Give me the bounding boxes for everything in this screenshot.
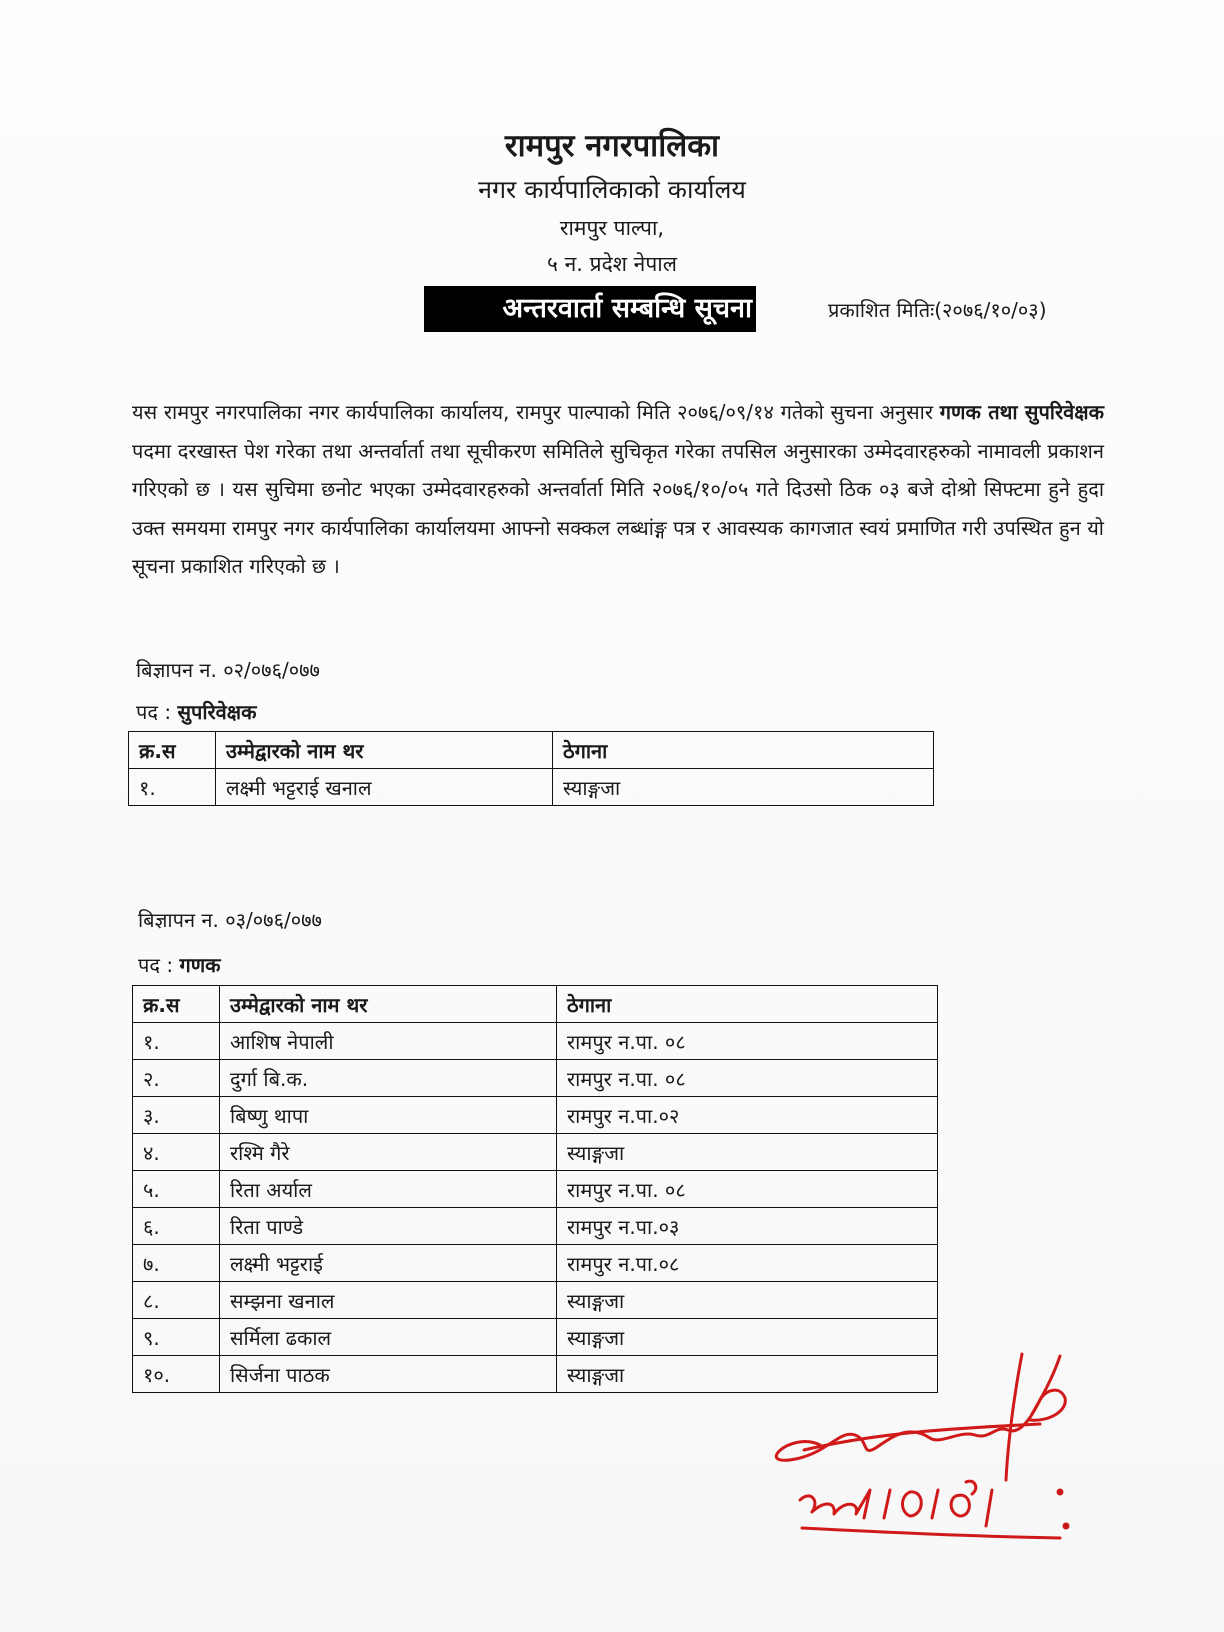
cell-address: स्याङ्गजा (553, 769, 934, 806)
table-body (133, 1023, 938, 1393)
cell-name: आशिष नेपाली (220, 1023, 557, 1060)
header-sn: क्र.स (133, 986, 220, 1023)
cell-sn: ८. (133, 1282, 220, 1319)
cell-name: बिष्णु थापा (220, 1097, 557, 1134)
notice-body (132, 393, 1104, 586)
address-line-2: ५ न. प्रदेश नेपाल (547, 252, 677, 276)
advertisement-number: बिज्ञापन न. ०२/०७६/०७७ (136, 658, 320, 682)
body-text-part1: यस रामपुर नगरपालिका नगर कार्यपालिका कार्यालय, रामपुर पाल्पाको मिति २०७६/०९/१४ गतेको सुचना अनुसार (132, 400, 940, 424)
candidate-table (132, 985, 938, 1393)
cell-sn: ५. (133, 1171, 220, 1208)
cell-address: स्याङ्गजा (557, 1356, 938, 1393)
handwritten-signature (760, 1350, 1130, 1550)
header-address: ठेगाना (553, 732, 934, 769)
cell-address: रामपुर न.पा. ०८ (557, 1060, 938, 1097)
candidate-table (128, 731, 934, 806)
cell-sn: ३. (133, 1097, 220, 1134)
cell-name: लक्ष्मी भट्टराई खनाल (216, 769, 553, 806)
table-row (133, 1171, 938, 1208)
advertisement-number: बिज्ञापन न. ०३/०७६/०७७ (138, 908, 322, 932)
cell-address: स्याङ्गजा (557, 1282, 938, 1319)
cell-name: सम्झना खनाल (220, 1282, 557, 1319)
cell-sn: ४. (133, 1134, 220, 1171)
cell-sn: २. (133, 1060, 220, 1097)
post-name: सुपरिवेक्षक (177, 700, 257, 724)
post-label: पद : (136, 700, 178, 724)
cell-sn: १. (129, 769, 216, 806)
header-address: ठेगाना (557, 986, 938, 1023)
body-text-bold-posts: गणक तथा सुपरिवेक्षक (939, 400, 1104, 424)
table-row (133, 1060, 938, 1097)
published-date: प्रकाशित मितिः(२०७६/१०/०३) (828, 298, 1047, 322)
table-row (133, 1245, 938, 1282)
table-row (133, 1023, 938, 1060)
address-line-1: रामपुर पाल्पा, (559, 216, 665, 240)
post-label: पद : (138, 953, 180, 977)
post-line (136, 698, 257, 725)
cell-sn: १. (133, 1023, 220, 1060)
header-name: उम्मेद्वारको नाम थर (216, 732, 553, 769)
table-row (129, 769, 934, 806)
cell-address: रामपुर न.पा.०२ (557, 1097, 938, 1134)
cell-sn: ९. (133, 1319, 220, 1356)
cell-name: लक्ष्मी भट्टराई (220, 1245, 557, 1282)
cell-address: रामपुर न.पा. ०८ (557, 1171, 938, 1208)
table-row (133, 1208, 938, 1245)
cell-address: स्याङ्गजा (557, 1319, 938, 1356)
table-row (133, 1097, 938, 1134)
post-name: गणक (179, 953, 221, 977)
cell-sn: ६. (133, 1208, 220, 1245)
cell-name: दुर्गा बि.क. (220, 1060, 557, 1097)
table-row (133, 1134, 938, 1171)
org-name: रामपुर नगरपालिका (504, 128, 720, 164)
cell-name: रश्मि गैरे (220, 1134, 557, 1171)
post-line (138, 951, 221, 978)
cell-name: सर्मिला ढकाल (220, 1319, 557, 1356)
cell-address: रामपुर न.पा.०८ (557, 1245, 938, 1282)
office-name: नगर कार्यपालिकाको कार्यालय (478, 175, 746, 204)
cell-name: रिता पाण्डे (220, 1208, 557, 1245)
table-header-row (129, 732, 934, 769)
table-body (129, 769, 934, 806)
cell-address: स्याङ्गजा (557, 1134, 938, 1171)
table-row (133, 1282, 938, 1319)
cell-address: रामपुर न.पा. ०८ (557, 1023, 938, 1060)
notice-title: अन्तरवार्ता सम्बन्धि सूचना (424, 286, 756, 332)
table-header-row (133, 986, 938, 1023)
cell-address: रामपुर न.पा.०३ (557, 1208, 938, 1245)
cell-sn: १०. (133, 1356, 220, 1393)
body-text-part2: पदमा दरखास्त पेश गरेका तथा अन्तर्वार्ता तथा सूचीकरण समितिले सुचिकृत गरेका तपसिल अनुसारका उम्मेदवारहरुको नामावली प्रकाशन गरिएको छ । यस सुचिमा छनोट भएका उम्मेदवारहरुको अन्तर्वार्ता मिति २०७६/१०/०५ गते दिउसो ठिक ०३ बजे दोश्रो सिफ्टमा हुने हुदा उक्त समयमा रामपुर नगर कार्यपालिका कार्यालयमा आफ्नो सक्कल लब्धांङ्ग पत्र र आवस्यक कागजात स्वयं प्रमाणित गरी उपस्थित हुन यो सूचना प्रकाशित गरिएको छ । (132, 438, 1105, 578)
cell-name: रिता अर्याल (220, 1171, 557, 1208)
header-sn: क्र.स (129, 732, 216, 769)
cell-name: सिर्जना पाठक (220, 1356, 557, 1393)
cell-sn: ७. (133, 1245, 220, 1282)
header-name: उम्मेद्वारको नाम थर (220, 986, 557, 1023)
